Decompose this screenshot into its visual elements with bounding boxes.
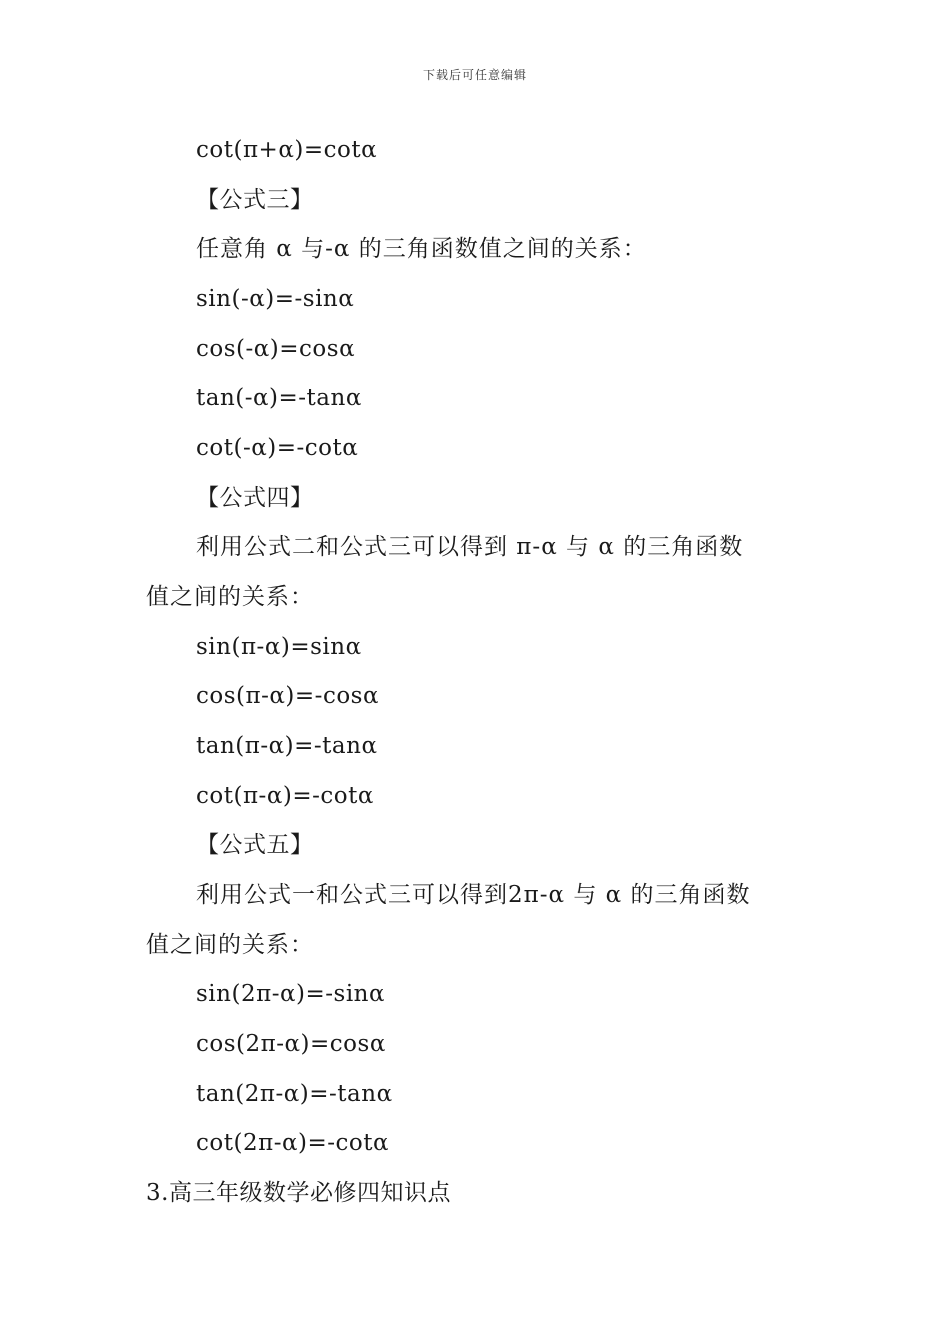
formula-line: cot(π+α)=cotα (196, 137, 378, 163)
paragraph-line: 利用公式一和公式三可以得到2π-α 与 α 的三角函数 (196, 882, 751, 908)
formula-line: cot(2π-α)=-cotα (196, 1130, 390, 1156)
formula-line: cot(π-α)=-cotα (196, 783, 374, 809)
formula-heading: 【公式四】 (196, 485, 314, 511)
formula-line: tan(-α)=-tanα (196, 385, 362, 411)
formula-line: tan(2π-α)=-tanα (196, 1081, 393, 1107)
formula-line: sin(π-α)=sinα (196, 634, 362, 660)
paragraph-line: 值之间的关系： (146, 932, 314, 958)
paragraph-line: 值之间的关系： (146, 584, 314, 610)
paragraph-line: 利用公式二和公式三可以得到 π-α 与 α 的三角函数 (196, 534, 744, 560)
formula-line: cos(2π-α)=cosα (196, 1031, 386, 1057)
page-header: 下载后可任意编辑 (422, 68, 527, 82)
formula-line: cos(π-α)=-cosα (196, 683, 380, 709)
formula-line: cos(-α)=cosα (196, 336, 356, 362)
formula-line: sin(-α)=-sinα (196, 286, 355, 312)
paragraph-line: 任意角 α 与-α 的三角函数值之间的关系： (196, 236, 647, 262)
formula-line: tan(π-α)=-tanα (196, 733, 378, 759)
formula-heading: 【公式五】 (196, 832, 314, 858)
formula-line: cot(-α)=-cotα (196, 435, 359, 461)
formula-heading: 【公式三】 (196, 187, 314, 213)
section-heading: 3.高三年级数学必修四知识点 (146, 1180, 451, 1206)
formula-line: sin(2π-α)=-sinα (196, 981, 386, 1007)
